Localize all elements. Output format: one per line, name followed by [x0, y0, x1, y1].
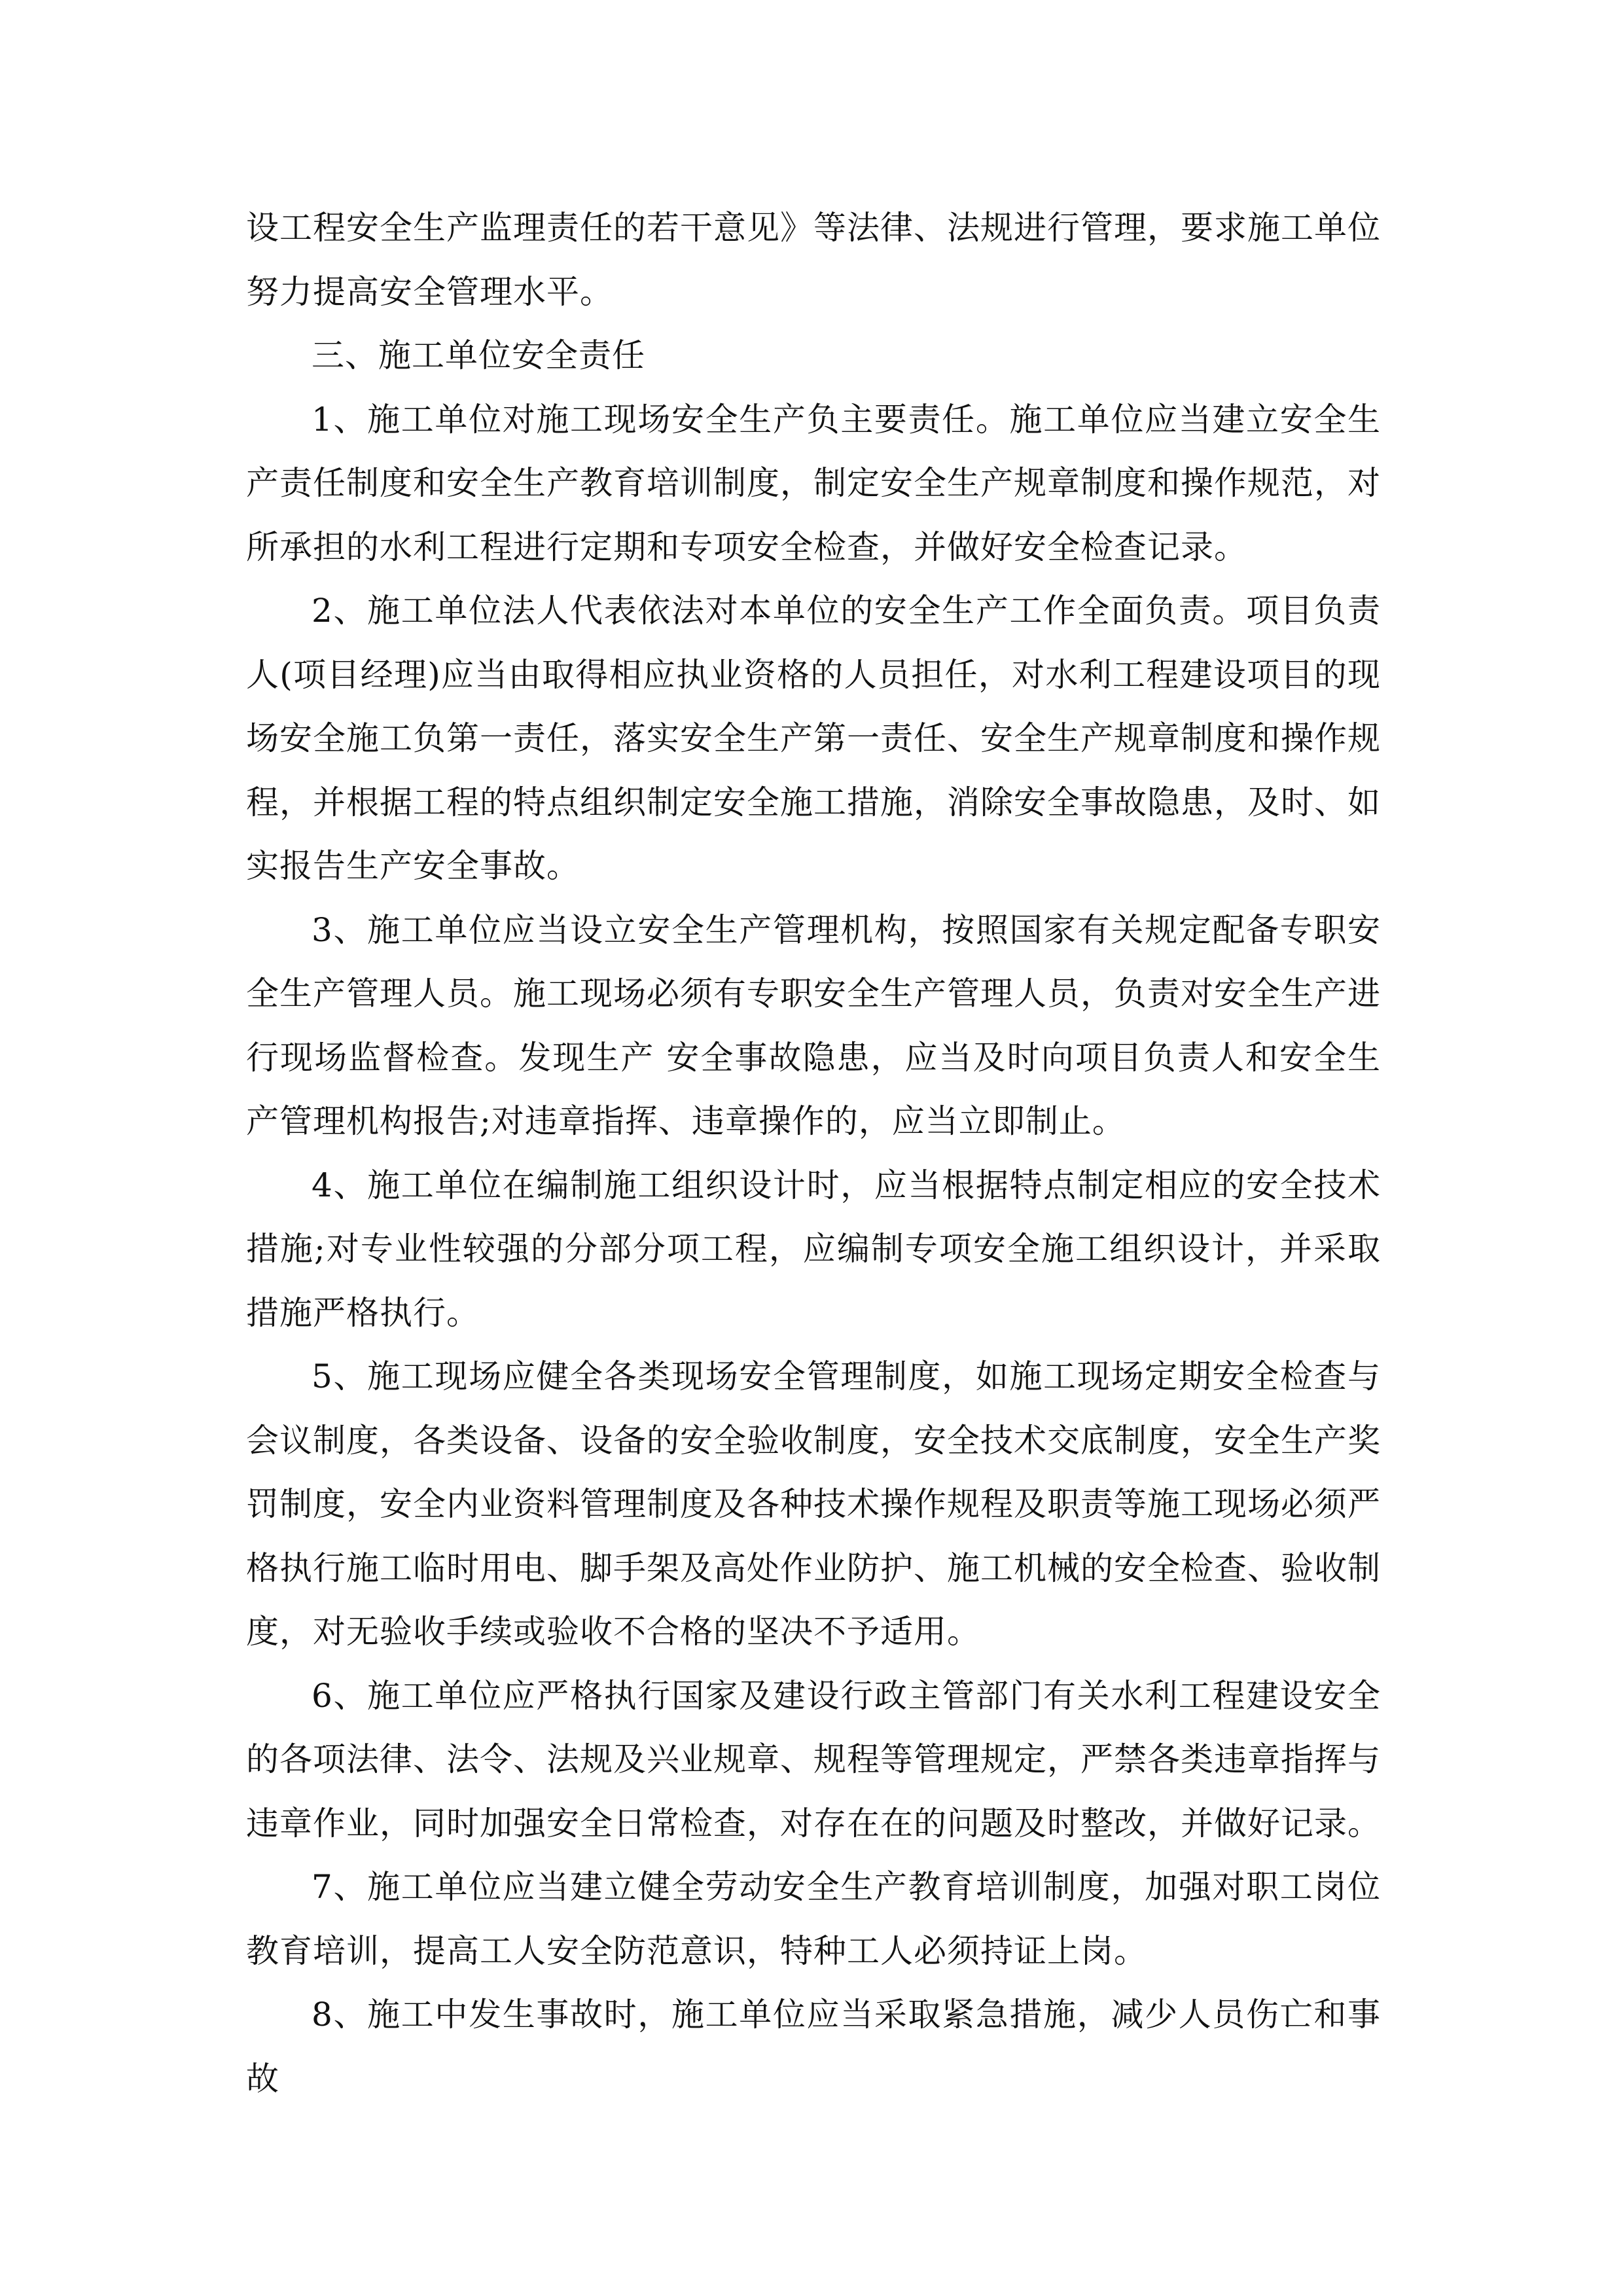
paragraph-item-7: 7、施工单位应当建立健全劳动安全生产教育培训制度，加强对职工岗位教育培训，提高工人安全防范意识，特种工人必须持证上岗。 — [246, 1868, 1381, 1970]
paragraph-item-8: 8、施工中发生事故时，施工单位应当采取紧急措施，减少人员伤亡和事故 — [246, 1996, 1381, 2098]
paragraph-item-1: 1、施工单位对施工现场安全生产负主要责任。施工单位应当建立安全生产责任制度和安全生产教育培训制度，制定安全生产规章制度和操作规范，对所承担的水利工程进行定期和专项安全检查，并做好安全检查记录。 — [246, 400, 1381, 566]
paragraph-item-4: 4、施工单位在编制施工组织设计时，应当根据特点制定相应的安全技术措施;对专业性较强的分部分项工程，应编制专项安全施工组织设计，并采取措施严格执行。 — [246, 1166, 1381, 1332]
body-text — [246, 196, 1381, 2111]
section-heading-3: 三、施工单位安全责任 — [312, 336, 645, 374]
paragraph-item-2: 2、施工单位法人代表依法对本单位的安全生产工作全面负责。项目负责人(项目经理)应当由取得相应执业资格的人员担任，对水利工程建设项目的现场安全施工负第一责任，落实安全生产第一责任、安全生产规章制度和操作规程，并根据工程的特点组织制定安全施工措施，消除安全事故隐患，及时、如实报告生产安全事故。 — [246, 592, 1381, 885]
paragraph-item-3: 3、施工单位应当设立安全生产管理机构，按照国家有关规定配备专职安全生产管理人员。施工现场必须有专职安全生产管理人员，负责对安全生产进行现场监督检查。发现生产 安全事故隐患，应当及时向项目负责人和安全生产管理机构报告;对违章指挥、违章操作的，应当立即制止。 — [246, 910, 1381, 1140]
paragraph-item-5: 5、施工现场应健全各类现场安全管理制度，如施工现场定期安全检查与会议制度，各类设备、设备的安全验收制度，安全技术交底制度，安全生产奖罚制度，安全内业资料管理制度及各种技术操作规程及职责等施工现场必须严格执行施工临时用电、脚手架及高处作业防护、施工机械的安全检查、验收制度，对无验收手续或验收不合格的坚决不予适用。 — [246, 1357, 1381, 1651]
paragraph-item-6: 6、施工单位应严格执行国家及建设行政主管部门有关水利工程建设安全的各项法律、法令、法规及兴业规章、规程等管理规定，严禁各类违章指挥与违章作业，同时加强安全日常检查，对存在在的问题及时整改，并做好记录。 — [246, 1676, 1381, 1842]
paragraph-continuation: 设工程安全生产监理责任的若干意见》等法律、法规进行管理，要求施工单位努力提高安全管理水平。 — [246, 209, 1381, 311]
